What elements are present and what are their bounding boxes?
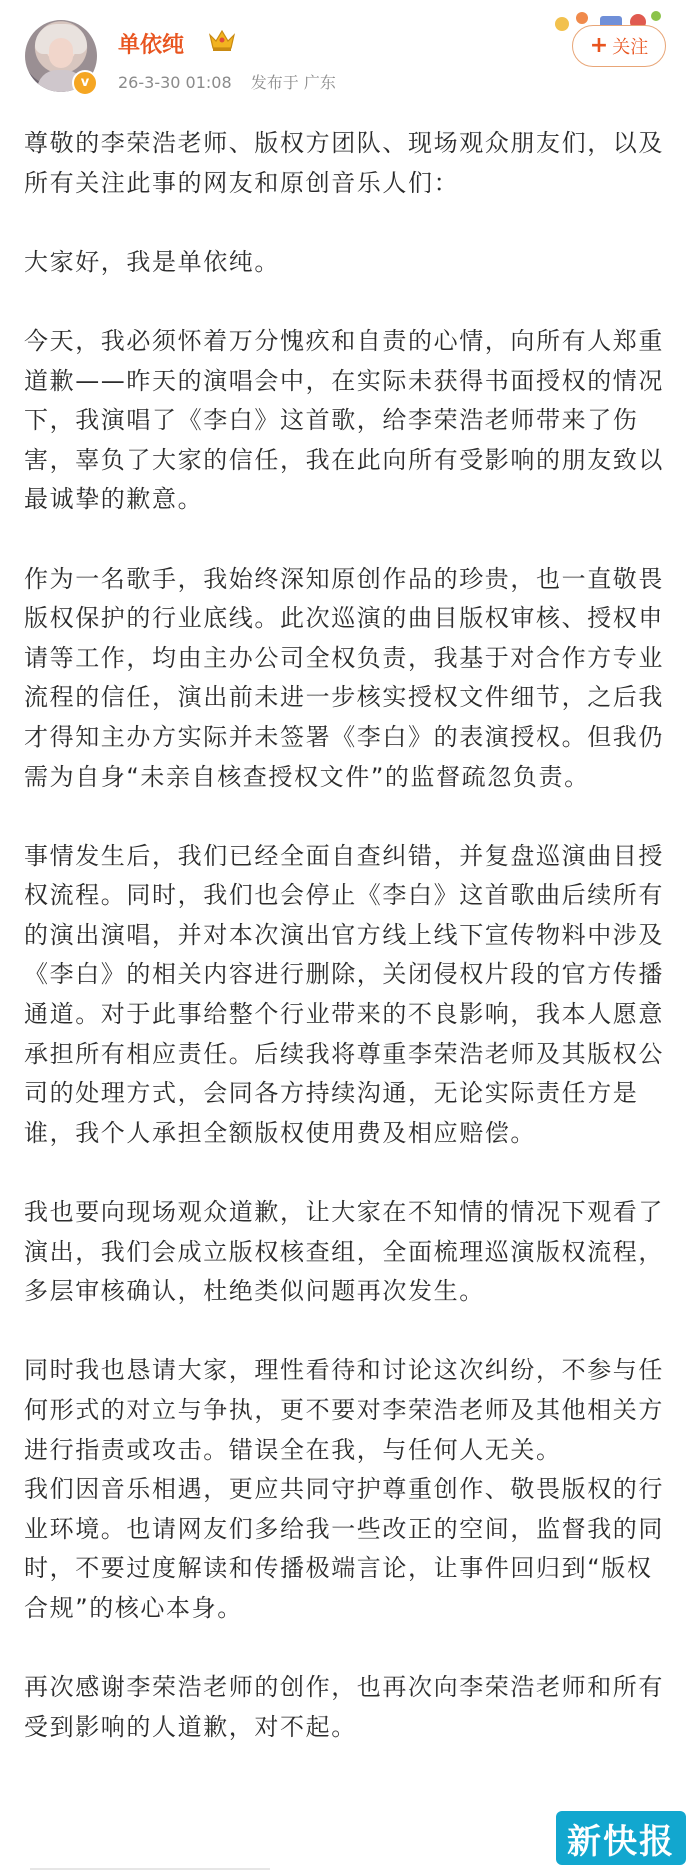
post-header <box>0 0 690 110</box>
follow-label: 关注 <box>612 37 649 58</box>
verified-icon: v <box>72 70 98 96</box>
paragraph: 同时我也恳请大家，理性看待和讨论这次纠纷，不参与任何形式的对立与争执，更不要对李荣浩老师及其他相关方进行指责或攻击。错误全在我，与任何人无关。 <box>24 1356 664 1464</box>
divider <box>30 1868 270 1870</box>
crown-icon <box>208 27 236 53</box>
paragraph: 我也要向现场观众道歉，让大家在不知情的情况下观看了演出，我们会成立版权核查组，全面梳理巡演版权流程，多层审核确认，杜绝类似问题再次发生。 <box>24 1198 664 1306</box>
paragraph: 大家好，我是单依纯。 <box>24 247 280 276</box>
paragraph: 事情发生后，我们已经全面自查纠错，并复盘巡演曲目授权流程。同时，我们也会停止《李白》这首歌曲后续所有的演出演唱，并对本次演出官方线上线下宣传物料中涉及《李白》的相关内容进行删除，关闭侵权片段的官方传播通道。对于此事给整个行业带来的不良影响，我本人愿意承担所有相应责任。后续我将尊重李荣浩老师及其版权公司的处理方式，会同各方持续沟通，无论实际责任方是谁，我个人承担全额版权使用费及相应赔偿。 <box>24 841 664 1147</box>
post-body <box>24 124 664 1747</box>
paragraph: 再次感谢李荣浩老师的创作，也再次向李荣浩老师和所有受到影响的人道歉，对不起。 <box>24 1673 664 1741</box>
paragraph: 今天，我必须怀着万分愧疚和自责的心情，向所有人郑重道歉——昨天的演唱会中，在实际未获得书面授权的情况下，我演唱了《李白》这首歌，给李荣浩老师带来了伤害，辜负了大家的信任，我在此向所有受影响的朋友致以最诚挚的歉意。 <box>24 326 664 514</box>
plus-icon: + <box>589 33 609 58</box>
paragraph: 尊敬的李荣浩老师、版权方团队、现场观众朋友们，以及所有关注此事的网友和原创音乐人们： <box>24 129 664 197</box>
follow-button[interactable] <box>572 25 666 67</box>
post-date: 26-3-30 01:08 <box>118 73 232 92</box>
watermark-logo: 新快报 <box>556 1811 686 1865</box>
paragraph: 作为一名歌手，我始终深知原创作品的珍贵，也一直敬畏版权保护的行业底线。此次巡演的曲目版权审核、授权申请等工作，均由主办公司全权负责，我基于对合作方专业流程的信任，演出前未进一步核实授权文件细节，之后我才得知主办方实际并未签署《李白》的表演授权。但我仍需为自身“未亲自核查授权文件”的监督疏忽负责。 <box>24 564 664 791</box>
author-name[interactable]: 单依纯 <box>118 33 185 58</box>
post-meta <box>118 70 350 93</box>
post-location: 发布于 广东 <box>250 73 336 92</box>
paragraph: 我们因音乐相遇，更应共同守护尊重创作、敬畏版权的行业环境。也请网友们多给我一些改正的空间，监督我的同时，不要过度解读和传播极端言论，让事件回归到“版权合规”的核心本身。 <box>24 1475 664 1622</box>
